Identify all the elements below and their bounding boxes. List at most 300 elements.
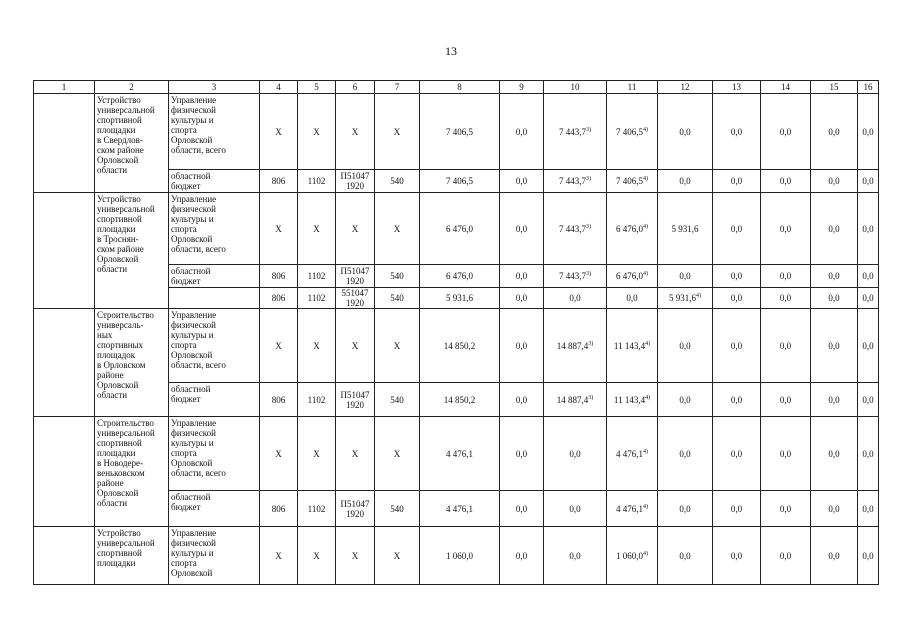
value-text: 0,0 (862, 394, 874, 405)
value-cell (544, 288, 607, 309)
executor-line: области, всего (171, 244, 226, 254)
value-text: 0,0 (779, 394, 792, 405)
value-text: 0,0 (779, 176, 792, 186)
executor-line: Орловской (171, 135, 213, 145)
footnote-marker: 4) (643, 503, 648, 510)
column-number: 16 (858, 81, 879, 94)
value-cell (607, 383, 658, 417)
value-cell (544, 309, 607, 383)
object-name-line: ском районе (97, 244, 144, 254)
value-text: 0,0 (515, 126, 528, 137)
executor-line: Орловской (171, 568, 213, 578)
value-cell (761, 288, 811, 309)
value-text: 1102 (307, 176, 326, 186)
value-text: 1102 (307, 271, 326, 281)
footnote-marker: 3) (588, 394, 594, 401)
value-text: 0,0 (730, 448, 743, 459)
value-cell (420, 170, 500, 193)
column-number: 3 (169, 81, 260, 94)
value-cell (713, 288, 761, 309)
value-text: 0,0 (862, 503, 874, 514)
value-cell (713, 170, 761, 193)
value-cell (336, 417, 375, 491)
value-text: 6 476,0 (616, 223, 643, 234)
value-text: 0,0 (779, 223, 792, 234)
value-text: 6 476,0 (446, 223, 473, 234)
executor-line: культуры и (171, 115, 214, 125)
executor-line: физической (171, 320, 216, 330)
value-text: 0,0 (515, 550, 528, 561)
object-name-line: Устройство (97, 194, 141, 204)
value-cell (336, 170, 375, 193)
value-cell (260, 94, 298, 170)
value-text: 0,0 (862, 271, 874, 281)
footnote-marker: 4) (643, 126, 648, 133)
object-name-line: универсальной (97, 204, 155, 214)
value-cell (658, 170, 713, 193)
value-text: 0,0 (569, 550, 581, 561)
value-text: 0,0 (779, 126, 792, 137)
value-text: X (275, 340, 282, 351)
value-text: 4 476,1 (616, 448, 643, 459)
executor-line: области, всего (171, 468, 226, 478)
value-cell (420, 491, 500, 527)
executor-line: Управление (171, 194, 217, 204)
value-cell (713, 527, 761, 585)
value-cell (500, 265, 544, 288)
value-cell (500, 383, 544, 417)
value-cell (607, 193, 658, 265)
value-text: 1 060,0 (446, 550, 473, 561)
value-text: 6 476,0 (616, 271, 643, 281)
footnote-marker: 4) (643, 271, 648, 277)
footnote-marker: 3) (586, 223, 591, 230)
value-text: 7 443,7 (559, 223, 586, 234)
object-name-line: площадки (97, 448, 136, 458)
value-cell (544, 193, 607, 265)
value-text: 0,0 (862, 223, 874, 234)
value-cell (375, 193, 420, 265)
value-cell (260, 265, 298, 288)
value-text: 0,0 (626, 293, 638, 303)
value-cell (260, 383, 298, 417)
value-text: X (351, 340, 359, 351)
value-text: 0,0 (828, 176, 840, 186)
value-cell (858, 265, 879, 288)
value-cell (761, 170, 811, 193)
value-cell (658, 417, 713, 491)
value-cell (761, 383, 811, 417)
object-name-line: универсальной (97, 538, 155, 548)
value-text: X (313, 126, 320, 137)
value-text: X (313, 550, 320, 561)
value-cell (858, 383, 879, 417)
value-cell (420, 94, 500, 170)
footnote-marker: 3) (588, 340, 594, 347)
value-text: 7 406,5 (446, 126, 473, 137)
value-text: 0,0 (779, 340, 792, 351)
executor-line: областной (171, 266, 211, 276)
value-text: 7 406,5 (616, 126, 643, 137)
footnote-marker: 3) (586, 176, 591, 182)
object-name-line: Устройство (97, 95, 141, 105)
object-name-line: спортивной (97, 115, 142, 125)
executor-line: области, всего (171, 145, 226, 155)
column-number: 6 (336, 81, 375, 94)
value-text: 1102 (307, 293, 326, 303)
object-name-line: Орловской (97, 380, 139, 390)
footnote-marker: 4) (643, 448, 648, 455)
value-cell (500, 417, 544, 491)
executor-line: области, всего (171, 360, 226, 370)
object-name-line: площадки (97, 125, 136, 135)
object-name-line: универсальной (97, 105, 155, 115)
object-name-cell (95, 193, 169, 309)
value-text: 11 143,4 (613, 394, 646, 405)
value-text: X (351, 448, 359, 459)
column-number: 15 (811, 81, 858, 94)
value-cell (500, 94, 544, 170)
value-text: X (393, 126, 401, 137)
value-cell (858, 417, 879, 491)
value-cell (298, 491, 336, 527)
value-text: 0,0 (828, 550, 840, 561)
value-cell (761, 265, 811, 288)
value-cell (761, 417, 811, 491)
value-cell (713, 94, 761, 170)
value-text: 14 850,2 (443, 394, 476, 405)
value-cell (607, 288, 658, 309)
value-cell (260, 193, 298, 265)
executor-cell (169, 288, 260, 309)
value-cell (544, 170, 607, 193)
object-name-cell (95, 417, 169, 527)
value-text: 0,0 (828, 394, 840, 405)
executor-line: спорта (171, 125, 197, 135)
value-text: 7 443,7 (559, 126, 586, 137)
value-cell (858, 491, 879, 527)
value-text: 0,0 (779, 293, 792, 303)
executor-line: Управление (171, 418, 217, 428)
object-name-line: районе (97, 478, 124, 488)
executor-cell (169, 527, 260, 585)
value-cell (658, 491, 713, 527)
value-cell (298, 170, 336, 193)
value-text: X (275, 223, 282, 234)
value-cell (298, 527, 336, 585)
value-cell (858, 193, 879, 265)
column-number: 5 (298, 81, 336, 94)
value-cell (420, 383, 500, 417)
executor-cell (169, 309, 260, 383)
table-row (34, 417, 879, 491)
value-text: 5 931,6 (669, 293, 696, 303)
executor-line: областной (171, 492, 211, 502)
column-number: 11 (607, 81, 658, 94)
value-cell (298, 309, 336, 383)
value-cell (500, 309, 544, 383)
value-cell (420, 417, 500, 491)
value-cell (336, 265, 375, 288)
value-text: X (313, 223, 320, 234)
value-text: 4 476,1 (616, 503, 643, 514)
value-cell (298, 383, 336, 417)
value-text: 0,0 (730, 126, 743, 137)
value-cell (500, 170, 544, 193)
value-text: 0,0 (730, 223, 743, 234)
value-cell (375, 527, 420, 585)
footnote-marker: 4) (643, 223, 648, 230)
executor-cell (169, 383, 260, 417)
footnote-marker: 4) (645, 340, 651, 347)
value-cell (260, 288, 298, 309)
value-cell (336, 288, 375, 309)
value-text: П51047 1920 (340, 171, 370, 191)
footnote-marker: 3) (586, 271, 591, 277)
object-name-line: в Орловском (97, 360, 146, 370)
value-text: X (393, 448, 401, 459)
value-cell (811, 265, 858, 288)
value-cell (336, 383, 375, 417)
executor-line: спорта (171, 224, 197, 234)
value-text: 540 (390, 293, 404, 303)
value-cell (500, 491, 544, 527)
column-number: 1 (34, 81, 95, 94)
value-cell (858, 94, 879, 170)
value-text: 806 (271, 176, 286, 186)
value-cell (811, 309, 858, 383)
executor-line: культуры и (171, 548, 214, 558)
value-text: 14 887,4 (556, 394, 589, 405)
value-text: 0,0 (730, 503, 743, 514)
value-text: 0,0 (828, 293, 840, 303)
value-cell (420, 193, 500, 265)
value-cell (658, 193, 713, 265)
object-name-line: в Свердлов- (97, 135, 143, 145)
value-cell (375, 309, 420, 383)
value-text: X (275, 550, 282, 561)
value-cell (260, 527, 298, 585)
value-text: 7 406,5 (616, 176, 643, 186)
value-cell (713, 193, 761, 265)
object-name-line: Строительство (97, 310, 154, 320)
object-name-line: спортивной (97, 214, 142, 224)
object-name-line: площадок (97, 350, 136, 360)
object-name-cell (95, 94, 169, 193)
executor-cell (169, 170, 260, 193)
value-text: 0,0 (828, 503, 840, 514)
value-cell (336, 309, 375, 383)
footnote-marker: 4) (696, 293, 701, 299)
value-text: 0,0 (730, 293, 743, 303)
value-text: 0,0 (730, 176, 743, 186)
value-cell (298, 94, 336, 170)
column-number: 12 (658, 81, 713, 94)
column-number: 7 (375, 81, 420, 94)
object-name-line: области (97, 264, 128, 274)
value-text: X (351, 550, 359, 561)
executor-line: бюджет (171, 394, 201, 404)
budget-table (33, 80, 879, 585)
table-row (34, 527, 879, 585)
value-text: X (275, 126, 282, 137)
value-text: 0,0 (862, 126, 874, 137)
value-cell (420, 309, 500, 383)
value-cell (811, 383, 858, 417)
column-number: 9 (500, 81, 544, 94)
value-cell (607, 491, 658, 527)
object-name-line: площадки (97, 558, 136, 568)
value-text: 0,0 (730, 340, 743, 351)
value-cell (298, 193, 336, 265)
object-name-line: веньковском (97, 468, 145, 478)
value-text: 5 931,6 (671, 223, 699, 234)
object-name-line: области (97, 165, 128, 175)
column-number: 14 (761, 81, 811, 94)
value-cell (375, 417, 420, 491)
value-text: X (393, 340, 401, 351)
value-text: 540 (390, 503, 404, 514)
value-cell (298, 417, 336, 491)
executor-line: физической (171, 538, 216, 548)
value-text: 1 060,0 (616, 550, 643, 561)
value-cell (811, 170, 858, 193)
object-name-line: ных (97, 330, 113, 340)
value-cell (761, 193, 811, 265)
value-cell (713, 417, 761, 491)
value-text: 0,0 (730, 271, 743, 281)
value-cell (761, 94, 811, 170)
value-text: 0,0 (515, 503, 528, 514)
object-name-line: универсальной (97, 428, 155, 438)
value-text: 0,0 (679, 126, 691, 137)
value-text: 551047 1920 (341, 288, 369, 308)
value-text: 0,0 (679, 394, 691, 405)
value-text: 14 850,2 (443, 340, 476, 351)
header-row (34, 81, 879, 94)
value-text: 6 476,0 (446, 271, 473, 281)
value-text: 0,0 (828, 340, 840, 351)
footnote-marker: 4) (645, 394, 651, 401)
row-number-cell (34, 417, 95, 527)
value-cell (607, 527, 658, 585)
value-text: 0,0 (779, 550, 792, 561)
value-text: П51047 1920 (340, 266, 370, 286)
value-cell (375, 288, 420, 309)
value-text: 1102 (307, 503, 326, 514)
value-cell (811, 193, 858, 265)
value-text: 0,0 (679, 176, 691, 186)
object-name-line: области (97, 498, 128, 508)
value-cell (811, 491, 858, 527)
value-text: 806 (271, 271, 286, 281)
executor-line: Орловской (171, 234, 213, 244)
executor-cell (169, 265, 260, 288)
value-cell (811, 94, 858, 170)
value-cell (375, 170, 420, 193)
value-cell (658, 265, 713, 288)
value-cell (544, 491, 607, 527)
object-name-line: Орловской (97, 155, 139, 165)
value-text: 540 (390, 394, 404, 405)
value-text: 540 (390, 271, 404, 281)
value-text: 4 476,1 (446, 503, 473, 514)
value-text: 1102 (307, 394, 326, 405)
row-number-cell (34, 527, 95, 585)
value-text: 11 143,4 (613, 340, 646, 351)
value-cell (298, 265, 336, 288)
value-text: 7 406,5 (446, 176, 473, 186)
table-row (34, 193, 879, 265)
object-name-line: районе (97, 370, 124, 380)
object-name-cell (95, 309, 169, 417)
value-text: 0,0 (730, 550, 743, 561)
value-cell (336, 491, 375, 527)
executor-line: Управление (171, 310, 217, 320)
value-cell (544, 527, 607, 585)
value-cell (607, 170, 658, 193)
value-cell (607, 417, 658, 491)
value-cell (260, 417, 298, 491)
column-number: 4 (260, 81, 298, 94)
executor-line: областной (171, 171, 211, 181)
value-text: 0,0 (862, 293, 874, 303)
value-text: 540 (390, 176, 404, 186)
value-text: X (313, 448, 320, 459)
value-text: 0,0 (862, 550, 874, 561)
value-cell (500, 193, 544, 265)
executor-line: физической (171, 428, 216, 438)
object-name-line: спортивных (97, 340, 144, 350)
value-text: 0,0 (862, 340, 874, 351)
value-cell (658, 288, 713, 309)
executor-line: Управление (171, 95, 217, 105)
value-text: 0,0 (828, 223, 840, 234)
column-number: 2 (95, 81, 169, 94)
value-cell (375, 265, 420, 288)
value-text: П51047 1920 (340, 389, 370, 410)
value-text: X (351, 223, 359, 234)
value-cell (500, 288, 544, 309)
value-text: 14 887,4 (556, 340, 589, 351)
value-cell (500, 527, 544, 585)
value-cell (544, 383, 607, 417)
value-cell (375, 94, 420, 170)
value-text: X (351, 126, 359, 137)
value-text: 806 (271, 394, 286, 405)
value-text: 0,0 (515, 176, 528, 186)
value-cell (713, 265, 761, 288)
value-cell (858, 288, 879, 309)
executor-line: спорта (171, 340, 197, 350)
object-name-line: спортивной (97, 438, 142, 448)
table-row (34, 94, 879, 170)
value-cell (858, 170, 879, 193)
object-name-line: ском районе (97, 145, 144, 155)
value-cell (811, 417, 858, 491)
executor-cell (169, 417, 260, 491)
value-cell (544, 94, 607, 170)
value-cell (658, 94, 713, 170)
value-text: 5 931,6 (446, 293, 473, 303)
executor-cell (169, 491, 260, 527)
value-cell (260, 170, 298, 193)
value-text: 0,0 (515, 340, 528, 351)
value-cell (420, 527, 500, 585)
object-name-line: Орловской (97, 254, 139, 264)
value-text: 0,0 (828, 271, 840, 281)
value-text: 0,0 (779, 503, 792, 514)
